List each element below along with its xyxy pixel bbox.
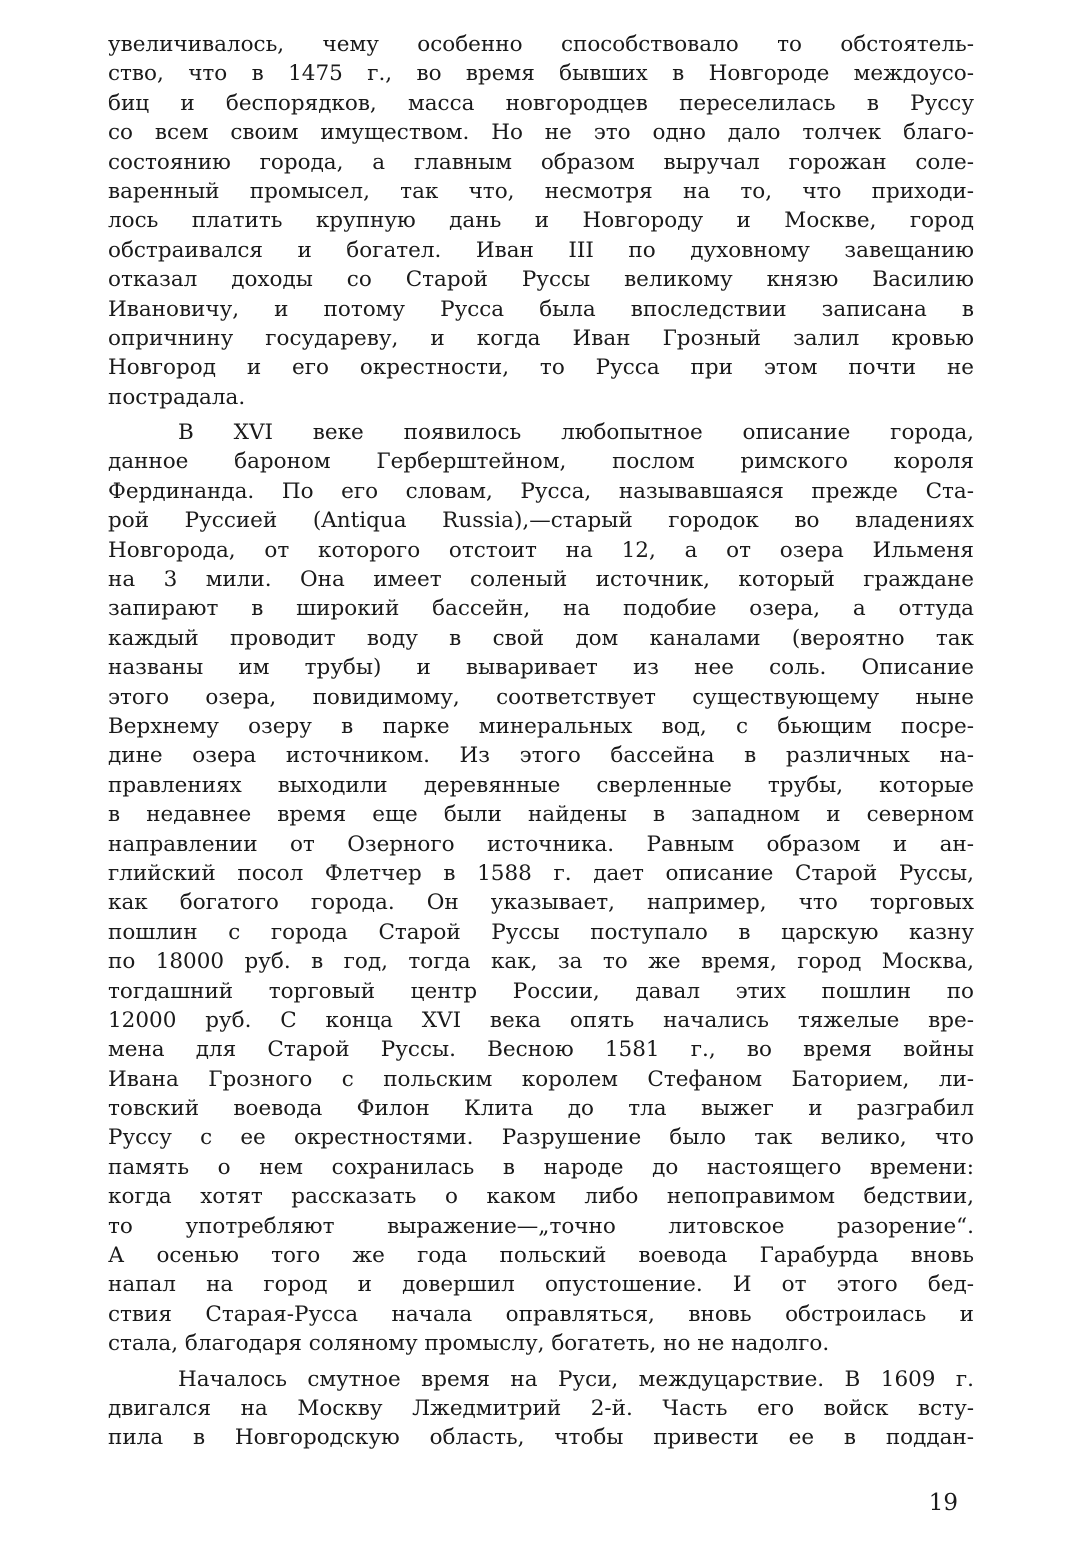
text-line: Руссу с ее окрестностями. Разрушение было так велико, что	[108, 1125, 974, 1151]
text-line: ство, что в 1475 г., во время бывших в Новгороде междоусо-	[108, 61, 974, 87]
text-line: отказал доходы со Старой Руссы великому князю Василию	[108, 267, 974, 293]
page-number: 19	[928, 1490, 958, 1516]
text-line: Верхнему озеру в парке минеральных вод, с бьющим посре-	[108, 713, 974, 739]
text-line: биц и беспорядков, масса новгородцев переселилась в Руссу	[108, 90, 974, 116]
text-line: рой Руссией (Antiqua Russia),—старый городок во владениях	[108, 508, 974, 534]
text-line: дине озера источником. Из этого бассейна в различных на-	[108, 743, 974, 769]
text-line: память о нем сохранилась в народе до настоящего времени:	[108, 1154, 974, 1180]
text-line: когда хотят рассказать о каком либо непоправимом бедствии,	[108, 1184, 974, 1210]
text-line: варенный промысел, так что, несмотря на то, что приходи-	[108, 178, 974, 204]
text-line: правлениях выходили деревянные сверленные трубы, которые	[108, 772, 974, 798]
text-line: напал на город и довершил опустошение. И от этого бед-	[108, 1272, 974, 1298]
text-line: обстраивался и богател. Иван III по духовному завещанию	[108, 237, 974, 263]
text-line: пила в Новгородскую область, чтобы привести ее в поддан-	[108, 1425, 974, 1451]
text-line: запирают в широкий бассейн, на подобие озера, а оттуда	[108, 596, 974, 622]
text-line: каждый проводит воду в свой дом каналами (вероятно так	[108, 625, 974, 651]
text-line: Ивана Грозного с польским королем Стефаном Баторием, ли-	[108, 1066, 974, 1092]
text-line: А осенью того же года польский воевода Гарабурда вновь	[108, 1243, 974, 1269]
text-line: названы им трубы) и вываривает из нее соль. Описание	[108, 655, 974, 681]
text-line: В XVI веке появилось любопытное описание города,	[178, 420, 974, 446]
text-line: Новгорода, от которого отстоит на 12, а от озера Ильменя	[108, 537, 974, 563]
text-line: опричнину государеву, и когда Иван Грозный залил кровью	[108, 325, 974, 351]
text-line: лось платить крупную дань и Новгороду и Москве, город	[108, 208, 974, 234]
text-line: товский воевода Филон Клита до тла выжег и разграбил	[108, 1096, 974, 1122]
text-line: увеличивалось, чему особенно способствовало то обстоятель-	[108, 32, 974, 57]
text-line: стала, благодаря соляному промыслу, богатеть, но не надолго.	[108, 1331, 830, 1357]
text-line: ствия Старая-Русса начала оправляться, вновь обстроилась и	[108, 1301, 974, 1327]
text-line: мена для Старой Руссы. Весною 1581 г., во время войны	[108, 1037, 974, 1063]
text-line: Новгород и его окрестности, то Русса при этом почти не	[108, 355, 974, 381]
text-line: пострадала.	[108, 384, 246, 410]
text-line: Началось смутное время на Руси, междуцарствие. В 1609 г.	[178, 1366, 974, 1392]
text-line: в недавнее время еще были найдены в западном и северном	[108, 802, 974, 828]
text-line: Ивановичу, и потому Русса была впоследствии записана в	[108, 296, 974, 322]
text-line: пошлин с города Старой Руссы поступало в царскую казну	[108, 919, 974, 945]
text-line: направлении от Озерного источника. Равным образом и ан-	[108, 831, 974, 857]
text-line: 12000 руб. С конца XVI века опять начались тяжелые вре-	[108, 1007, 974, 1033]
text-line: на 3 мили. Она имеет соленый источник, который граждане	[108, 567, 974, 593]
text-line: состоянию города, а главным образом выручал горожан соле-	[108, 149, 974, 175]
text-line: тогдашний торговый центр России, давал этих пошлин по	[108, 978, 974, 1004]
text-line: Фердинанда. По его словам, Русса, называвшаяся прежде Ста-	[108, 478, 974, 504]
text-line: этого озера, повидимому, соответствует существующему ныне	[108, 684, 974, 710]
text-line: двигался на Москву Лжедмитрий 2-й. Часть его войск всту-	[108, 1395, 974, 1421]
body-text	[108, 30, 974, 1453]
text-line: по 18000 руб. в год, тогда как, за то же время, город Москва,	[108, 949, 974, 975]
text-line: глийский посол Флетчер в 1588 г. дает описание Старой Руссы,	[108, 860, 974, 886]
text-line: со всем своим имуществом. Но не это одно дало толчек благо-	[108, 120, 974, 146]
text-line: то употребляют выражение—„точно литовское разорение“.	[108, 1213, 974, 1239]
text-line: как богатого города. Он указывает, например, что торговых	[108, 890, 974, 916]
text-line: данное бароном Герберштейном, послом римского короля	[108, 449, 974, 475]
